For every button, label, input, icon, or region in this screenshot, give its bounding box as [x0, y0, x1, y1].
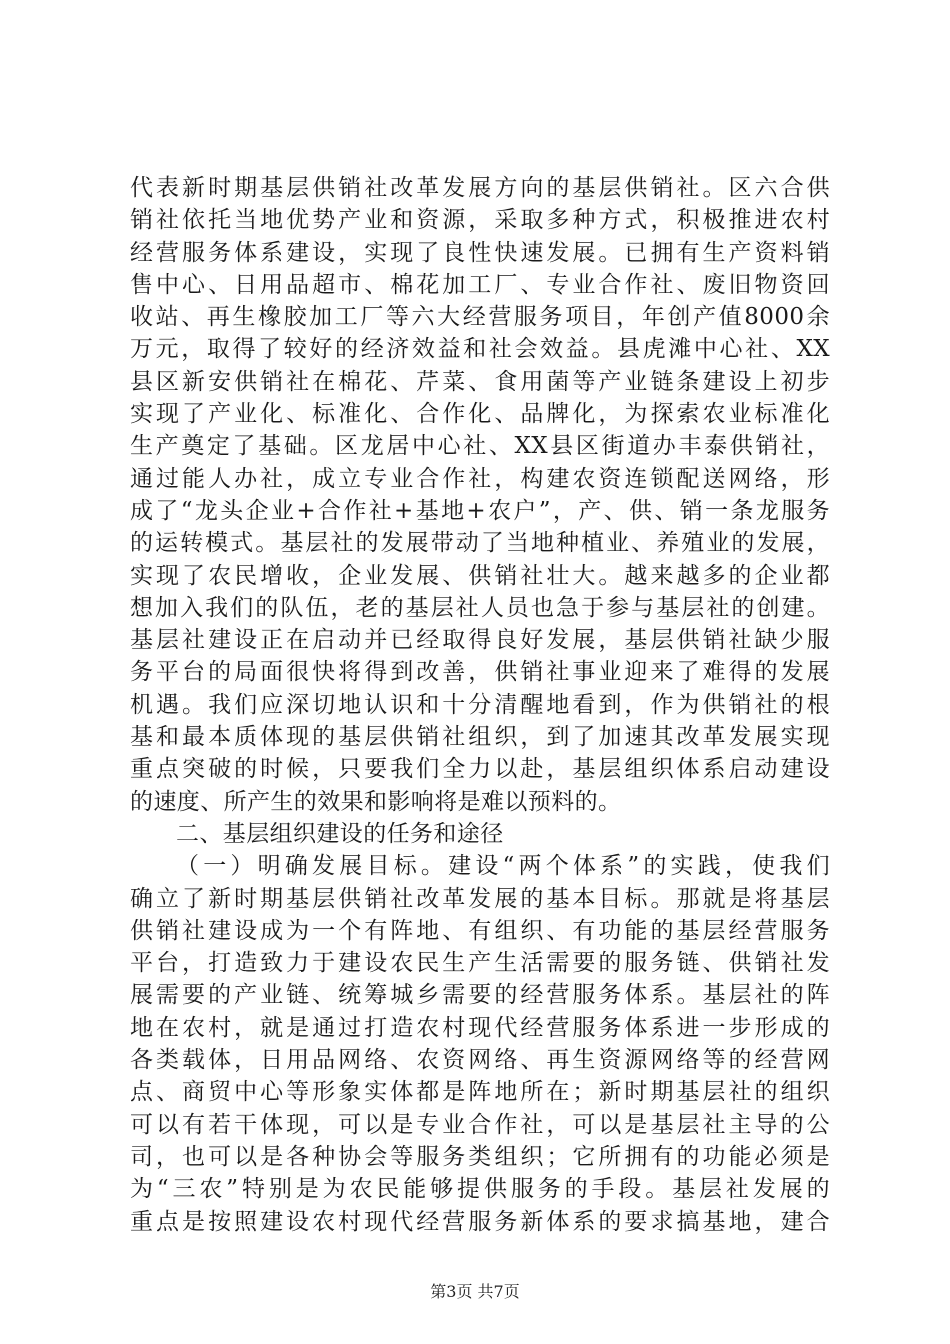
text-line: 的速度、所产生的效果和影响将是难以预料的。 — [130, 788, 622, 815]
text-line: 想加入我们的队伍，老的基层社人员也急于参与基层社的创建。 — [130, 594, 830, 621]
text-line: 地在农村，就是通过打造农村现代经营服务体系进一步形成的 — [130, 1014, 830, 1041]
text-line: 展需要的产业链、统筹城乡需要的经营服务体系。基层社的阵 — [130, 982, 830, 1009]
text-line: 司，也可以是各种协会等服务类组织；它所拥有的功能必须是 — [130, 1143, 830, 1170]
text-line: 点、商贸中心等形象实体都是阵地所在；新时期基层社的组织 — [130, 1079, 830, 1106]
text-line: 基层社建设正在启动并已经取得良好发展，基层供销社缺少服 — [130, 627, 830, 654]
section-heading: 二、基层组织建设的任务和途径 — [176, 820, 504, 847]
text-line: 经营服务体系建设，实现了良性快速发展。已拥有生产资料销 — [130, 239, 830, 266]
text-line: 可以有若干体现，可以是专业合作社，可以是基层社主导的公 — [130, 1111, 830, 1138]
text-line: 务平台的局面很快将得到改善，供销社事业迎来了难得的发展 — [130, 659, 830, 686]
text-line: 确立了新时期基层供销社改革发展的基本目标。那就是将基层 — [130, 885, 830, 912]
text-line: 收站、再生橡胶加工厂等六大经营服务项目，年创产值8000余 — [130, 304, 830, 331]
text-line: 万元，取得了较好的经济效益和社会效益。县虎滩中心社、XX — [130, 336, 830, 363]
text-line: 为“三农”特别是为农民能够提供服务的手段。基层社发展的 — [130, 1176, 830, 1203]
text-line: 各类载体，日用品网络、农资网络、再生资源网络等的经营网 — [130, 1047, 830, 1074]
text-line: （一）明确发展目标。建设“两个体系”的实践，使我们 — [176, 853, 830, 880]
text-line: 实现了产业化、标准化、合作化、品牌化，为探索农业标准化 — [130, 401, 830, 428]
text-line: 县区新安供销社在棉花、芹菜、食用菌等产业链条建设上初步 — [130, 368, 830, 395]
text-line: 售中心、日用品超市、棉花加工厂、专业合作社、废旧物资回 — [130, 271, 830, 298]
text-line: 重点突破的时候，只要我们全力以赴，基层组织体系启动建设 — [130, 756, 830, 783]
text-line: 机遇。我们应深切地认识和十分清醒地看到，作为供销社的根 — [130, 691, 830, 718]
text-line: 销社依托当地优势产业和资源，采取多种方式，积极推进农村 — [130, 207, 830, 234]
text-line: 供销社建设成为一个有阵地、有组织、有功能的基层经营服务 — [130, 917, 830, 944]
text-line: 通过能人办社，成立专业合作社，构建农资连锁配送网络，形 — [130, 465, 830, 492]
text-line: 实现了农民增收，企业发展、供销社壮大。越来越多的企业都 — [130, 562, 830, 589]
text-line: 的运转模式。基层社的发展带动了当地种植业、养殖业的发展， — [130, 530, 830, 557]
text-line: 成了“龙头企业+合作社+基地+农户”，产、供、销一条龙服务 — [130, 497, 830, 524]
text-line: 重点是按照建设农村现代经营服务新体系的要求搞基地，建合 — [130, 1208, 830, 1235]
text-line: 代表新时期基层供销社改革发展方向的基层供销社。区六合供 — [130, 175, 830, 201]
text-line: 基和最本质体现的基层供销社组织，到了加速其改革发展实现 — [130, 724, 830, 751]
text-line: 平台，打造致力于建设农民生产生活需要的服务链、供销社发 — [130, 950, 830, 977]
body-text — [130, 172, 830, 1238]
text-line: 生产奠定了基础。区龙居中心社、XX县区街道办丰泰供销社， — [130, 433, 830, 460]
page-number-footer: 第3页 共7页 — [430, 1282, 520, 1301]
